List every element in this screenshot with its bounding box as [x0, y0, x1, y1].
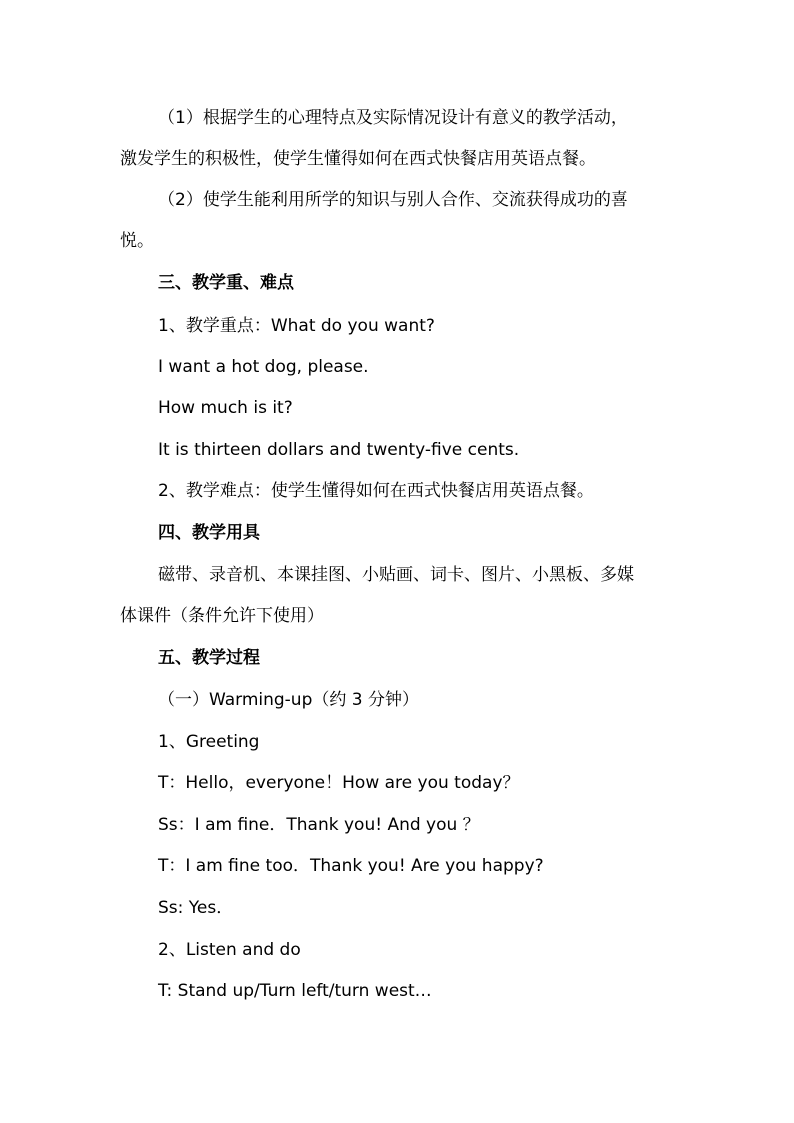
example-sentence: How much is it?: [158, 398, 293, 418]
section-heading-key-points: 三、教学重、难点: [158, 273, 294, 293]
paragraph-objective-2-cont: 悦。: [120, 231, 154, 251]
section-heading-teaching-aids: 四、教学用具: [158, 523, 260, 543]
key-point-line: 1、教学重点：What do you want?: [158, 316, 435, 336]
subsection-warming-up: （一）Warming-up（约 3 分钟）: [158, 690, 420, 710]
dialogue-line: Ss：I am fine．Thank you! And you ？: [158, 815, 480, 835]
paragraph-objective-1: （1）根据学生的心理特点及实际情况设计有意义的教学活动，: [158, 108, 628, 128]
step-listen-and-do: 2、Listen and do: [158, 940, 301, 960]
dialogue-line: T: Stand up/Turn left/turn west…: [158, 981, 432, 1001]
example-sentence: I want a hot dog, please.: [158, 357, 369, 377]
step-greeting: 1、Greeting: [158, 732, 260, 752]
section-heading-teaching-process: 五、教学过程: [158, 648, 260, 668]
example-sentence: It is thirteen dollars and twenty-five cents.: [158, 440, 520, 460]
dialogue-line: T：I am fine too．Thank you! Are you happy?: [158, 856, 544, 876]
paragraph-objective-1-cont: 激发学生的积极性，使学生懂得如何在西式快餐店用英语点餐。: [120, 149, 596, 169]
teaching-aids-text: 磁带、录音机、本课挂图、小贴画、词卡、图片、小黑板、多媒: [158, 565, 634, 585]
dialogue-line: Ss: Yes．: [158, 898, 234, 918]
paragraph-objective-2: （2）使学生能利用所学的知识与别人合作、交流获得成功的喜: [158, 190, 628, 210]
dialogue-line: T：Hello，everyone！How are you today？: [158, 773, 520, 793]
difficult-point-line: 2、教学难点：使学生懂得如何在西式快餐店用英语点餐。: [158, 481, 594, 501]
teaching-aids-text-cont: 体课件（条件允许下使用）: [120, 606, 324, 626]
